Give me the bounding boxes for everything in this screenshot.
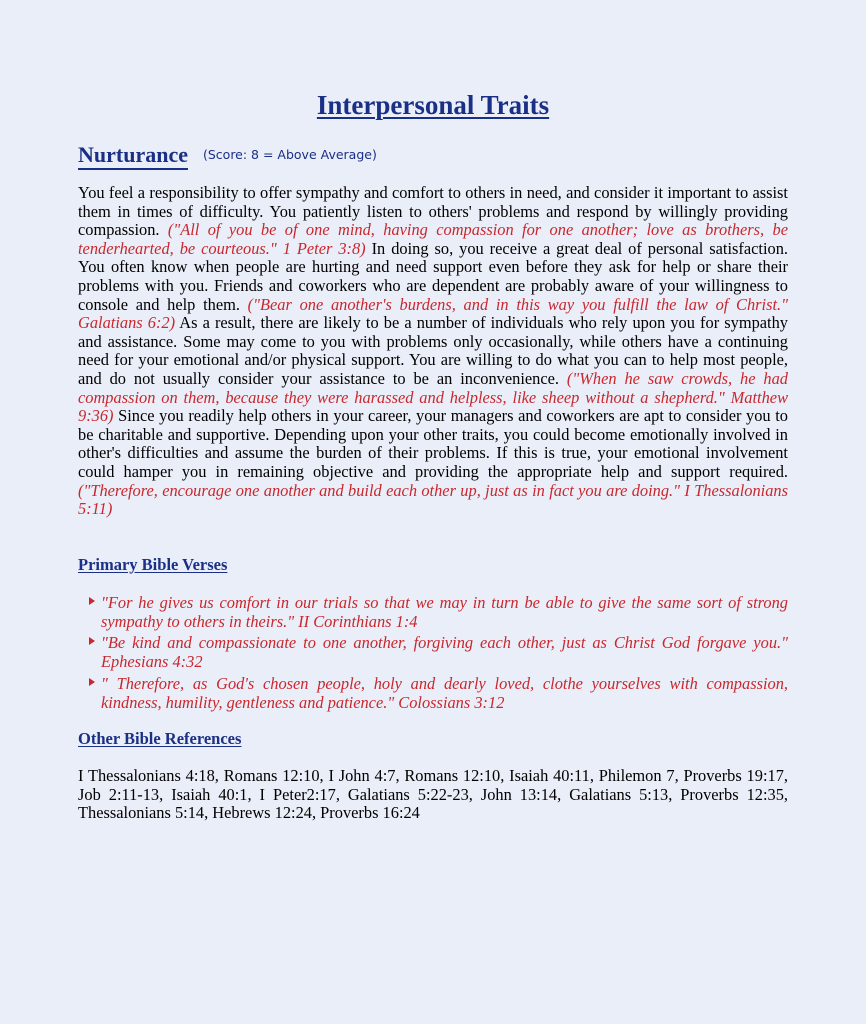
paragraph-text: You feel a responsibility to offer sympathy and comfort to others in need, and consider it important to assist them in times of difficulty. You patiently listen to others' problems and respond by willingly providing compassion. — [78, 183, 788, 240]
primary-verses-title: Primary Bible Verses — [78, 554, 228, 574]
section-title: Nurturance — [78, 142, 188, 170]
section-paragraph — [78, 184, 788, 519]
paragraph-text: Since you readily help others in your career, your managers and coworkers are apt to consider you to be charitable and supportive. Depending upon your other traits, you could become emotionally involved in other's difficulties and assume the burden of their problems. If this is true, your emotional involvement could hamper you in remaining objective and providing the appropriate help and support required. — [78, 406, 788, 481]
list-item — [78, 633, 788, 671]
triangle-bullet-icon — [89, 678, 95, 686]
paragraph-verse: ("All of you be of one mind, having compassion for one another; love as brothers, be tenderhearted, be courteous." 1 Peter 3:8) — [78, 220, 788, 258]
list-item — [78, 593, 788, 631]
triangle-bullet-icon — [89, 637, 95, 645]
page — [78, 88, 788, 823]
triangle-bullet-icon — [89, 597, 95, 605]
list-item — [78, 674, 788, 712]
primary-verses-list — [78, 593, 788, 712]
paragraph-text: As a result, there are likely to be a number of individuals who rely upon you for sympathy and assistance. Some may come to you with problems only occasionally, while others have a continuing need for your emotional and/or physical support. You are willing to do what you can to help most people, and do not usually consider your assistance to be an inconvenience. — [78, 313, 788, 388]
page-title: Interpersonal Traits — [316, 90, 550, 120]
verse-text: "For he gives us comfort in our trials so that we may in turn be able to give the same sort of strong sympathy to others in theirs." II Corinthians 1:4 — [101, 592, 788, 631]
other-references-title: Other Bible References — [78, 728, 242, 748]
paragraph-text: In doing so, you receive a great deal of personal satisfaction. You often know when people are hurting and need support even before they ask for help or share their problems with you. Friends and coworkers who are dependent are probably aware of your willingness to console and help them. — [78, 238, 788, 314]
verse-text: "Be kind and compassionate to one another, forgiving each other, just as Christ God forgave you." Ephesians 4:32 — [101, 633, 788, 672]
paragraph-verse: ("Therefore, encourage one another and build each other up, just as in fact you are doing." I Thessalonians 5:11) — [78, 480, 788, 519]
score-label: (Score: 8 = Above Average) — [202, 147, 377, 162]
verse-text: " Therefore, as God's chosen people, holy and dearly loved, clothe yourselves with compassion, kindness, humility, gentleness and patience." Colossians 3:12 — [101, 673, 788, 712]
section-header — [78, 142, 788, 170]
paragraph-verse: ("Bear one another's burdens, and in this way you fulfill the law of Christ." Galatians 6:2) — [78, 294, 788, 333]
other-references-text: I Thessalonians 4:18, Romans 12:10, I John 4:7, Romans 12:10, Isaiah 40:11, Philemon 7, Proverbs 19:17, Job 2:11-13, Isaiah 40:1, I Peter2:17, Galatians 5:22-23, John 13:14, Galatians 5:13, Proverbs 12:35, Thessalonians 5:14, Hebrews 12:24, Proverbs 16:24 — [78, 765, 788, 823]
paragraph-verse: ("When he saw crowds, he had compassion on them, because they were harassed and helpless, like sheep without a shepherd." Matthew 9:36) — [78, 368, 788, 426]
